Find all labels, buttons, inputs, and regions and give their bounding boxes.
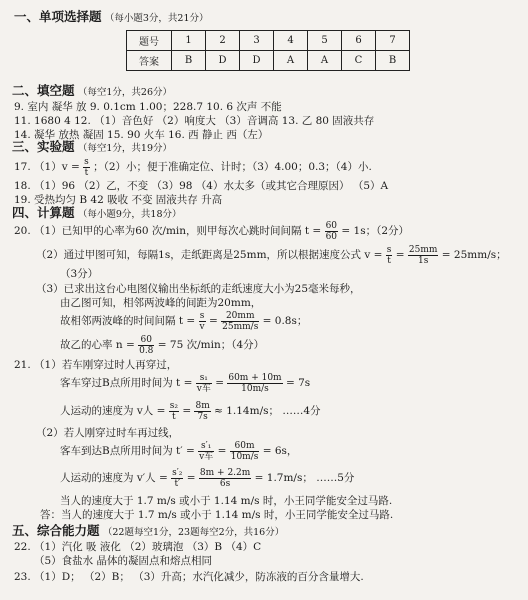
answer-text: 故相邻两波峰的时间间隔 t = [60, 315, 196, 327]
answer-text: = [395, 249, 405, 261]
answer-text: = 1.7m/s； ……5分 [254, 472, 355, 484]
answer-line: 由乙图可知，相邻两波峰的间距为20mm， [60, 297, 262, 309]
table-cell: 7 [376, 31, 410, 51]
answer-line [60, 334, 264, 356]
table-cell: D [206, 51, 240, 71]
table-header-label: 题号 [127, 31, 172, 51]
fraction [230, 441, 260, 462]
denominator: 25mm/s [222, 321, 259, 332]
section-3-heading [12, 140, 172, 156]
answer-text: 客车穿过B点所用时间为 t = [60, 377, 193, 389]
section-title: 三、实验题 [12, 139, 75, 154]
table-cell: 5 [308, 31, 342, 51]
denominator: 10m/s [241, 383, 269, 394]
numerator: s [199, 310, 205, 321]
table-row [127, 31, 410, 51]
answer-text: = 75 次/min；（4分） [157, 339, 265, 351]
answer-text: = 25mm/s； [441, 249, 507, 261]
section-1-heading [14, 10, 209, 26]
table-row [127, 51, 410, 71]
answer-text: = [182, 405, 192, 417]
numerator: 8m + 2.2m [199, 467, 251, 478]
fraction [199, 311, 206, 332]
answer-text: = 7s [285, 377, 311, 389]
table-cell: 4 [274, 31, 308, 51]
fraction [408, 245, 439, 266]
fraction [83, 157, 90, 178]
fraction [171, 468, 183, 489]
numerator: s [386, 244, 392, 255]
numerator: 60m [230, 441, 260, 452]
answer-text: = [217, 445, 227, 457]
table-cell: A [274, 51, 308, 71]
answer-line: 19. 受热均匀 B 42 吸收 不变 固液共存 升高 [14, 194, 223, 206]
section-note: （每小题9分，共18分） [77, 209, 182, 220]
table-cell: C [342, 51, 376, 71]
section-5-heading [12, 524, 284, 540]
answer-text: 17. （1）v = [14, 161, 80, 173]
numerator: s₂ [169, 400, 178, 411]
table-cell: 1 [172, 31, 206, 51]
denominator: 6s [219, 478, 231, 489]
answer-line: 18. （1）96 （2）乙，不变 （3）98 （4）水太多（或其它合理原因） （5）A [14, 180, 389, 192]
fraction [227, 373, 282, 394]
answer-text: 20. （1）已知甲的心率为60 次/min，则甲每次心跳时间间隔 t = [14, 225, 322, 237]
section-note: （22题每空1分，23题每空2分，共16分） [102, 527, 285, 538]
answer-line [60, 310, 307, 332]
answer-text: 故乙的心率 n = [60, 339, 135, 351]
denominator: 60 [325, 231, 338, 242]
table-cell: 3 [240, 31, 274, 51]
denominator: v车 [196, 383, 211, 394]
answer-line [14, 156, 372, 178]
numerator: 60 [138, 335, 154, 346]
fraction [198, 441, 214, 462]
section-note: （每空1分，共19分） [77, 143, 172, 154]
answer-line [60, 467, 354, 489]
numerator: s′₁ [198, 441, 214, 452]
table-cell: 2 [206, 31, 240, 51]
denominator: t [84, 167, 89, 178]
denominator: t [172, 411, 176, 422]
denominator: t′ [174, 478, 181, 489]
answer-line: 21. （1）若车刚穿过时人再穿过， [14, 359, 178, 371]
answer-line: 23. （1）D； （2）B； （3）升高；水汽化减少，防冻液的百分含量增大. [14, 571, 364, 583]
table-cell: D [240, 51, 274, 71]
fraction [194, 401, 210, 422]
denominator: 1s [417, 255, 429, 266]
answer-text: = [208, 315, 218, 327]
section-note: （每空1分，共26分） [77, 87, 172, 98]
denominator: v [199, 321, 205, 332]
answer-line: 11. 1680 4 12. （1）音色好 （2）响度大 （3）音调高 13. 乙 80 固液共存 [14, 115, 375, 127]
answer-line: 答：当人的速度大于 1.7 m/s 或小于 1.14 m/s 时，小王同学能安全过马路. [40, 509, 394, 521]
denominator: t [387, 255, 391, 266]
numerator: 20mm [221, 311, 259, 322]
answer-line [14, 220, 409, 242]
numerator: 60m + 10m [228, 372, 282, 383]
answer-line [60, 372, 310, 394]
numerator: s [84, 156, 89, 167]
answer-text: ；（2）小；便于准确定位、计时；（3）4.00；0.3；（4）小. [93, 161, 372, 173]
section-note: （每小题3分，共21分） [104, 13, 209, 24]
denominator: 7s [197, 411, 208, 422]
answer-table [126, 30, 410, 71]
fraction [386, 245, 393, 266]
numerator: 25mm [408, 244, 438, 255]
table-cell: 6 [342, 31, 376, 51]
answer-text: = 1s；（2分） [341, 225, 410, 237]
answer-line: （5）食盐水 晶体的凝固点和熔点相同 [34, 555, 213, 567]
denominator: v车 [199, 451, 214, 462]
answer-line: 9. 室内 凝华 放 9. 0.1cm 1.00；228.7 10. 6 次声 不能 [14, 101, 282, 113]
answer-text: = 6s， [262, 445, 298, 457]
section-title: 四、计算题 [12, 205, 75, 220]
answer-line: （2）若人刚穿过时车再过线， [36, 427, 180, 439]
numerator: 8m [195, 400, 210, 411]
answer-line: 22. （1）汽化 吸 液化 （2）玻璃泡 （3）B （4）C [14, 541, 262, 553]
answer-text: 客车到达B点所用时间为 t′ = [60, 445, 195, 457]
answer-line: 14. 凝华 放热 凝固 15. 90 火车 16. 西 静止 西（左） [14, 129, 269, 141]
answer-text: 人运动的速度为 v人 = [60, 405, 166, 417]
fraction [325, 221, 338, 242]
section-title: 五、综合能力题 [12, 523, 100, 538]
fraction [169, 401, 179, 422]
answer-line: 当人的速度大于 1.7 m/s 或小于 1.14 m/s 时，小王同学能安全过马路. [60, 495, 393, 507]
fraction [221, 311, 259, 332]
table-cell: B [172, 51, 206, 71]
numerator: s′₂ [172, 467, 183, 478]
fraction [138, 335, 154, 356]
answer-line [60, 440, 297, 462]
answer-line: （3分） [60, 268, 99, 280]
answer-text: ≈ 1.14m/s； ……4分 [214, 405, 321, 417]
answer-line [36, 244, 507, 266]
numerator: 60 [325, 220, 338, 231]
answer-text: （2）通过甲图可知，每隔1s，走纸距离是25mm，所以根据速度公式 v = [36, 249, 383, 261]
answer-line: （3）已求出这台心电图仪输出坐标纸的走纸速度大小为25毫米每秒， [36, 283, 361, 295]
section-2-heading [12, 84, 172, 100]
table-cell: A [308, 51, 342, 71]
denominator: 0.8 [139, 345, 154, 356]
table-cell: B [376, 51, 410, 71]
numerator: s₁ [196, 373, 212, 384]
answer-text: = [215, 377, 225, 389]
answer-text: = [186, 472, 196, 484]
denominator: 10m/s [230, 451, 259, 462]
section-title: 二、填空题 [12, 83, 75, 98]
answer-line [60, 400, 321, 422]
fraction [199, 468, 251, 489]
answer-text: = 0.8s； [262, 315, 308, 327]
fraction [196, 373, 212, 394]
answer-text: 人运动的速度为 v′人 = [60, 472, 168, 484]
table-answer-label: 答案 [127, 51, 172, 71]
section-title: 一、单项选择题 [14, 9, 102, 24]
